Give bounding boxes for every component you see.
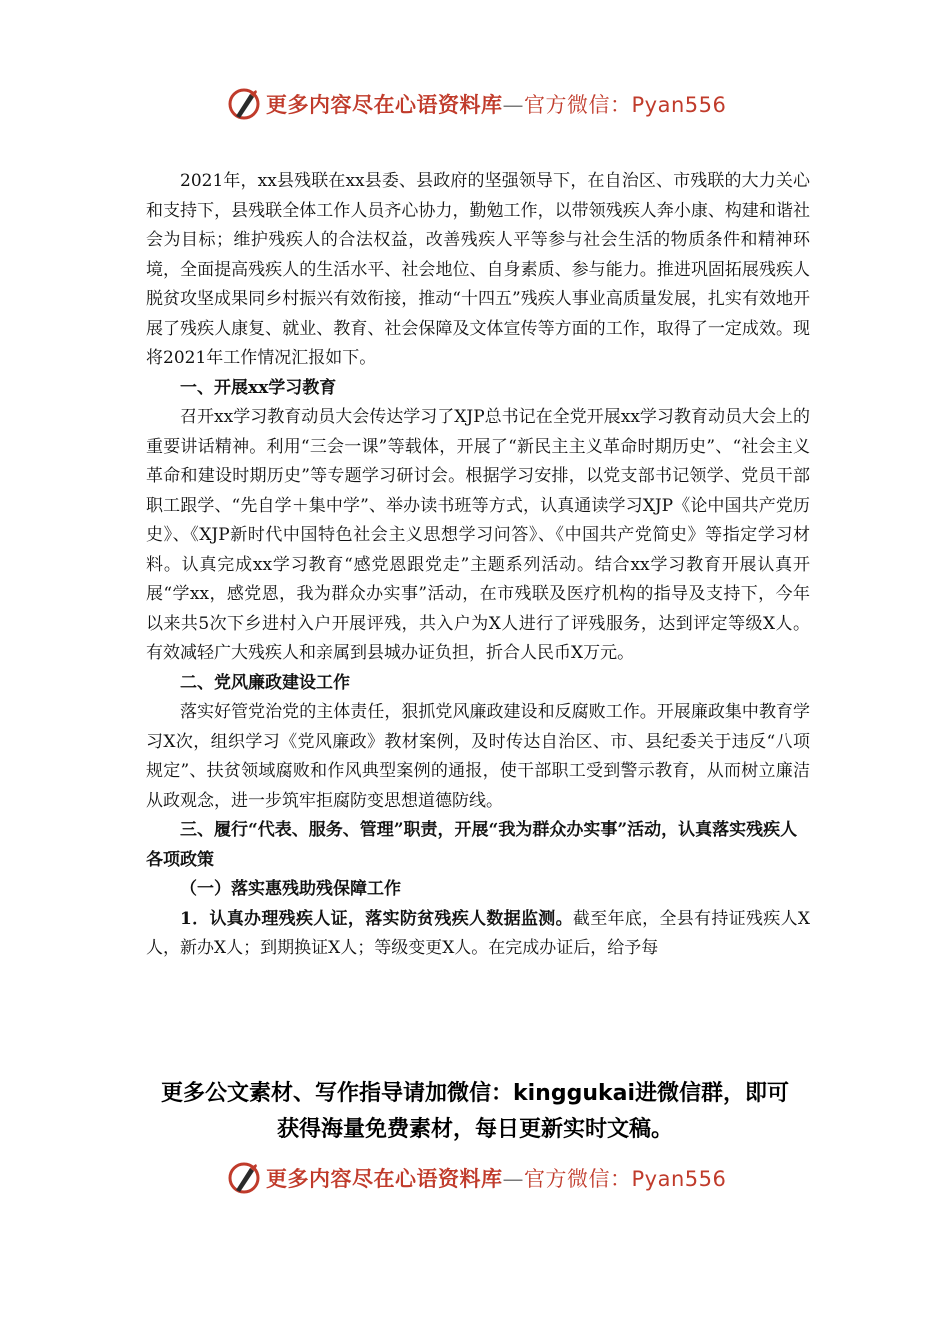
banner-contact: 官方微信：Pyan556 (524, 93, 727, 117)
section-3-heading: 三、履行“代表、服务、管理”职责，开展“我为群众办实事”活动，认真落实残疾人各项政策 (146, 820, 798, 870)
promo-line-2: 获得海量免费素材，每日更新实时文稿。 (276, 1117, 673, 1142)
banner-brand: 更多内容尽在心语资料库 (266, 1167, 503, 1191)
section-2-heading: 二、党风廉政建设工作 (180, 672, 350, 693)
banner-separator: — (502, 93, 524, 117)
pen-nib-logo-icon (226, 1160, 262, 1196)
item-1-body: 截至年底，全县有持证残疾人X人，新办X人；到期换证X人；等级变更X人。在完成办证后，给予每 (146, 908, 811, 958)
promo-line-1: 更多公文素材、写作指导请加微信：kinggukai进微信群，即可 (160, 1081, 789, 1106)
section-2-paragraph: 落实好管党治党的主体责任，狠抓党风廉政建设和反腐败工作。开展廉政集中教育学习X次，组织学习《党风廉政》教材案例，及时传达自治区、市、县纪委关于违反“八项规定”、扶贫领域腐败和作风典型案例的通报，使干部职工受到警示教育，从而树立廉洁从政观念，进一步筑牢拒腐防变思想道德防线。 (146, 702, 810, 811)
section-1-paragraph: 召开xx学习教育动员大会传达学习了XJP总书记在全党开展xx学习教育动员大会上的重要讲话精神。利用“三会一课”等载体，开展了“新民主主义革命时期历史”、“社会主义革命和建设时期历史”等专题学习研讨会。根据学习安排，以党支部书记领学、党员干部职工跟学、“先自学＋集中学”、举办读书班等方式，认真通读学习XJP《论中国共产党历史》、《XJP新时代中国特色社会主义思想学习问答》、《中国共产党简史》等指定学习材料。认真完成xx学习教育“感党恩跟党走”主题系列活动。结合xx学习教育开展认真开展“学xx，感党恩，我为群众办实事”活动，在市残联及医疗机构的指导及支持下，今年以来共5次下乡进村入户开展评残，共入户为X人进行了评残服务，达到评定等级X人。有效减轻广大残疾人和亲属到县城办证负担，折合人民币X万元。 (146, 407, 810, 663)
header-banner (226, 84, 726, 124)
section-1-heading: 一、开展xx学习教育 (180, 377, 337, 398)
footer-banner (226, 1158, 726, 1198)
banner-contact: 官方微信：Pyan556 (524, 1167, 727, 1191)
pen-nib-logo-icon (226, 86, 262, 122)
section-3-subheading: （一）落实惠残助残保障工作 (180, 879, 401, 899)
item-1-paragraph (146, 905, 810, 964)
intro-paragraph: 2021年，xx县残联在xx县委、县政府的坚强领导下，在自治区、市残联的大力关心和支持下，县残联全体工作人员齐心协力，勤勉工作，以带领残疾人奔小康、构建和谐社会为目标；维护残疾人的合法权益，改善残疾人平等参与社会生活的物质条件和精神环境，全面提高残疾人的生活水平、社会地位、自身素质、参与能力。推进巩固拓展残疾人脱贫攻坚成果同乡村振兴有效衔接，推动“十四五”残疾人事业高质量发展，扎实有效地开展了残疾人康复、就业、教育、社会保障及文体宣传等方面的工作，取得了一定成效。现将2021年工作情况汇报如下。 (146, 171, 810, 368)
document-body (146, 167, 810, 964)
banner-separator: — (502, 1167, 524, 1191)
promo-notice (120, 1076, 830, 1148)
banner-brand: 更多内容尽在心语资料库 (266, 93, 503, 117)
item-1-lead: 1．认真办理残疾人证，落实防贫残疾人数据监测。 (180, 908, 573, 929)
